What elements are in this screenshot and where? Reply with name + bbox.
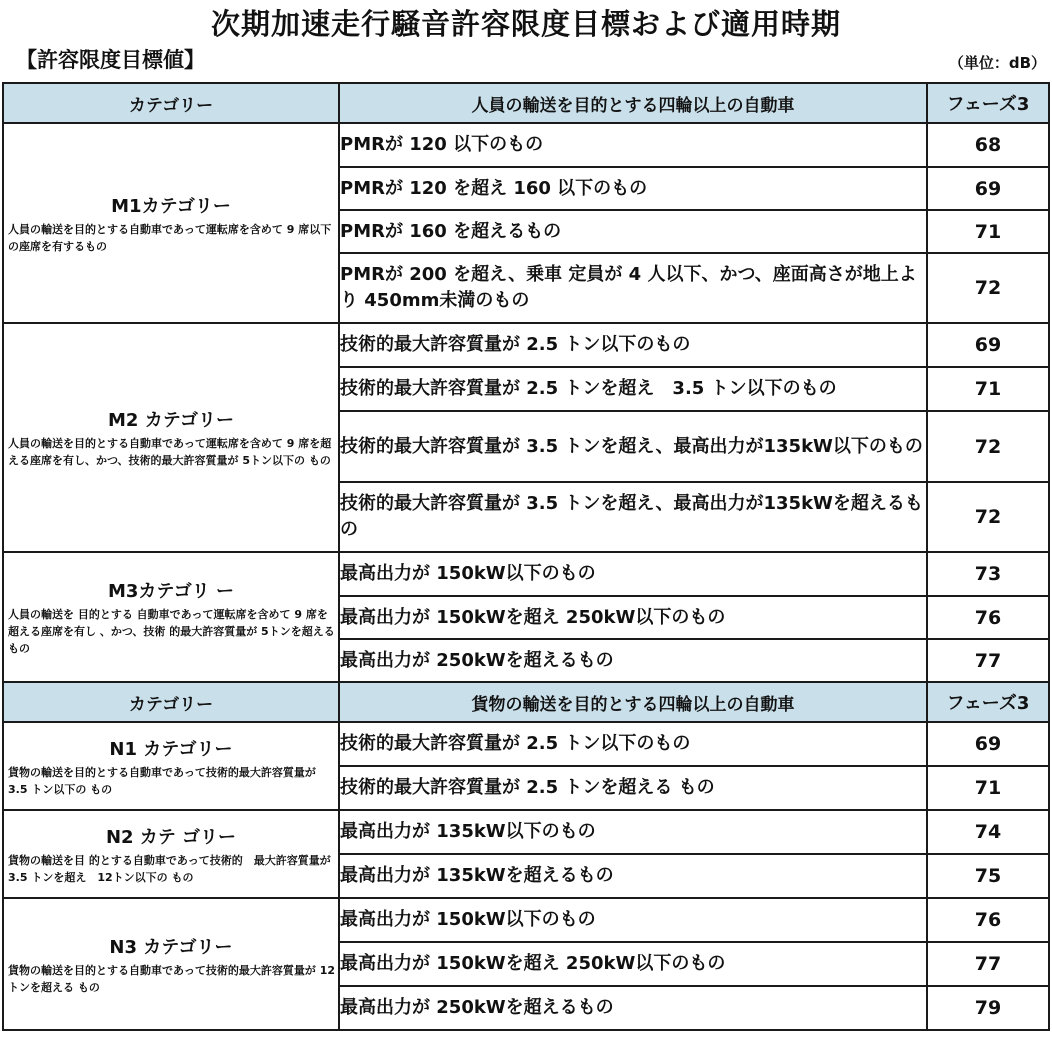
category-description: 人員の輸送を 目的とする 自動車であって運転席を含めて 9 席を超える座席を有し 、かつ、技術 的最大許容質量が 5トンを超える もの <box>8 608 335 655</box>
header-description: 貨物の輸送を目的とする四輪以上の自動車 <box>339 682 927 722</box>
category-m1 <box>3 123 339 323</box>
row-description: PMRが 120 を超え 160 以下のもの <box>339 167 927 210</box>
row-value: 71 <box>927 766 1049 810</box>
category-description: 貨物の輸送を目的とする自動車であって技術的最大許容質量が 12トンを超える もの <box>8 963 336 994</box>
table-row <box>3 552 1049 596</box>
row-description: 技術的最大許容質量が 2.5 トン以下のもの <box>339 722 927 766</box>
category-m2 <box>3 323 339 552</box>
row-value: 69 <box>927 323 1049 367</box>
row-value: 71 <box>927 367 1049 411</box>
header-row-freight <box>3 682 1049 722</box>
row-value: 73 <box>927 552 1049 596</box>
row-description: 最高出力が 250kWを超えるもの <box>339 986 927 1030</box>
row-description: 最高出力が 150kW以下のもの <box>339 898 927 942</box>
row-description: 最高出力が 135kW以下のもの <box>339 810 927 854</box>
row-description: 技術的最大許容質量が 3.5 トンを超え、最高出力が135kWを超えるもの <box>339 482 927 552</box>
category-name: M3カテゴリ ー <box>108 581 234 602</box>
table-row <box>3 123 1049 167</box>
category-name: M2 カテゴリー <box>108 410 234 431</box>
category-description: 人員の輸送を目的とする自動車であって運転席を含めて 9 席を超える座席を有し、かつ、技術的最大許容質量が 5トン以下の もの <box>8 437 332 467</box>
category-n3 <box>3 898 339 1030</box>
table-row <box>3 722 1049 766</box>
category-m3 <box>3 552 339 682</box>
row-value: 72 <box>927 482 1049 552</box>
category-n2 <box>3 810 339 898</box>
row-value: 72 <box>927 411 1049 482</box>
category-description: 人員の輸送を目的とする自動車であって運転席を含めて 9 席以下の座席を有するもの <box>8 222 332 253</box>
category-description: 貨物の輸送を目的とする自動車であって技術的最大許容質量が 3.5 トン以下の もの <box>8 765 316 796</box>
header-phase: フェーズ3 <box>927 83 1049 123</box>
row-value: 77 <box>927 639 1049 682</box>
row-value: 69 <box>927 167 1049 210</box>
row-description: 最高出力が 250kWを超えるもの <box>339 639 927 682</box>
row-value: 77 <box>927 942 1049 986</box>
page-title: 次期加速走行騒音許容限度目標および適用時期 <box>210 7 841 41</box>
category-name: N2 カテ ゴリー <box>105 826 237 848</box>
row-value: 75 <box>927 854 1049 898</box>
header-phase: フェーズ3 <box>927 682 1049 722</box>
row-value: 68 <box>927 123 1049 167</box>
row-value: 79 <box>927 986 1049 1030</box>
row-description: 技術的最大許容質量が 2.5 トンを超える もの <box>339 766 927 810</box>
unit-label: （単位：dB） <box>948 54 1046 72</box>
header-description: 人員の輸送を目的とする四輪以上の自動車 <box>339 83 927 123</box>
row-description: PMRが 160 を超えるもの <box>339 210 927 253</box>
row-value: 72 <box>927 253 1049 323</box>
table-row <box>3 323 1049 367</box>
row-value: 74 <box>927 810 1049 854</box>
category-name: N1 カテゴリー <box>109 738 233 760</box>
row-description: 最高出力が 135kWを超えるもの <box>339 854 927 898</box>
row-value: 71 <box>927 210 1049 253</box>
row-description: 技術的最大許容質量が 2.5 トンを超え 3.5 トン以下のもの <box>339 367 927 411</box>
row-description: PMRが 120 以下のもの <box>339 123 927 167</box>
row-description: 最高出力が 150kWを超え 250kW以下のもの <box>339 942 927 986</box>
row-value: 76 <box>927 898 1049 942</box>
table-row <box>3 898 1049 942</box>
row-description: 技術的最大許容質量が 3.5 トンを超え、最高出力が135kW以下のもの <box>339 411 927 482</box>
row-description: PMRが 200 を超え、乗車 定員が 4 人以下、かつ、座面高さが地上より 450mm未満のもの <box>339 253 927 323</box>
category-n1 <box>3 722 339 810</box>
header-category: カテゴリー <box>3 83 339 123</box>
row-description: 技術的最大許容質量が 2.5 トン以下のもの <box>339 323 927 367</box>
row-description: 最高出力が 150kWを超え 250kW以下のもの <box>339 596 927 639</box>
row-value: 69 <box>927 722 1049 766</box>
row-value: 76 <box>927 596 1049 639</box>
header-category: カテゴリー <box>3 682 339 722</box>
header-row-passenger <box>3 83 1049 123</box>
table-row <box>3 810 1049 854</box>
category-name: N3 カテゴリー <box>109 936 233 958</box>
category-name: M1カテゴリー <box>111 195 231 217</box>
row-description: 最高出力が 150kW以下のもの <box>339 552 927 596</box>
section-subtitle: 【許容限度目標値】 <box>16 48 205 72</box>
noise-limit-table <box>2 82 1050 1031</box>
category-description: 貨物の輸送を目 的とする自動車であって技術的 最大許容質量が 3.5 トンを超え 12トン以下の もの <box>8 853 331 884</box>
